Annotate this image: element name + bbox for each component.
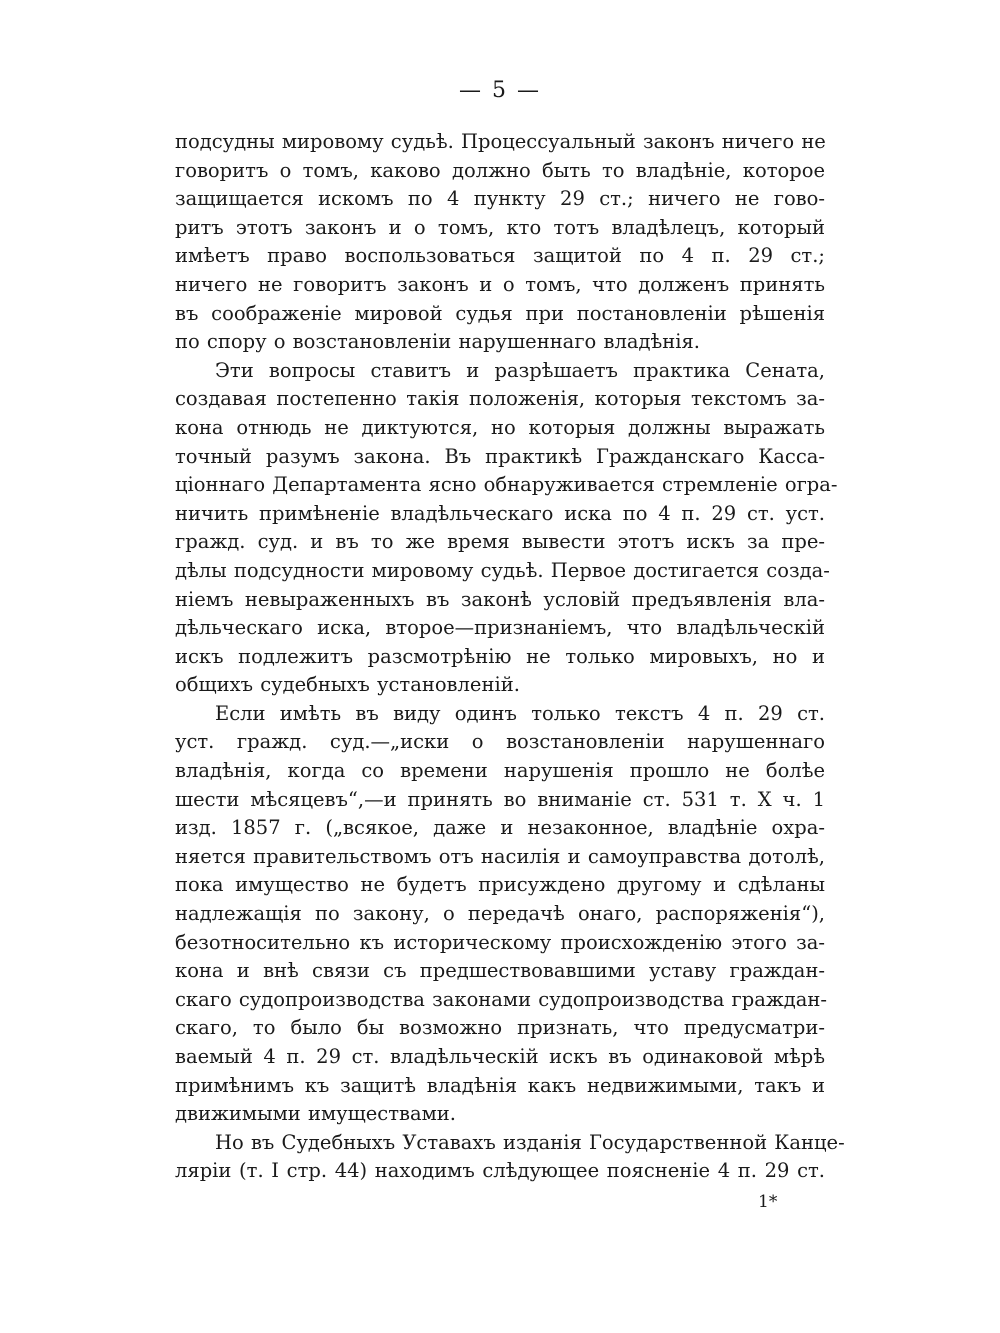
text-line: безотносительно къ историческому происхожденію этого за- <box>175 930 825 954</box>
text-line: няется правительствомъ отъ насилія и самоуправства дотолѣ, <box>175 844 825 868</box>
paragraph-first-line: Эти вопросы ставитъ и разрѣшаетъ практика Сената, <box>215 358 825 382</box>
text-line: ваемый 4 п. 29 ст. владѣльческій искъ въ одинаковой мѣрѣ <box>175 1045 825 1068</box>
text-line: искъ подлежитъ разсмотрѣнію не только мировыхъ, но и <box>175 644 825 668</box>
text-line: общихъ судебныхъ установленій. <box>175 673 520 697</box>
text-line: дѣлы подсудности мировому судьѣ. Первое достигается созда- <box>175 558 830 582</box>
text-line: примѣнимъ къ защитѣ владѣнія какъ недвижимыми, такъ и <box>175 1073 825 1097</box>
text-line: шести мѣсяцевъ“,—и принять во вниманіе ст. 531 т. X ч. 1 <box>175 787 825 811</box>
text-line: скаго судопроизводства законами судопроизводства граждан- <box>175 987 828 1011</box>
text-line: создавая постепенно такія положенія, которыя текстомъ за- <box>175 387 825 411</box>
text-line: пока имущество не будетъ присуждено другому и сдѣланы <box>175 873 825 897</box>
paragraph-first-line: Но въ Судебныхъ Уставахъ изданія Государственной Канце- <box>215 1130 845 1154</box>
text-line: ніемъ невыраженныхъ въ законѣ условій предъявленія вла- <box>175 587 825 611</box>
printer-signature-mark: 1* <box>758 1192 778 1212</box>
body-text <box>175 128 845 1186</box>
text-line: ритъ этотъ законъ и о томъ, кто тотъ владѣлецъ, который <box>175 215 825 239</box>
text-line: защищается искомъ по 4 пункту 29 ст.; ничего не гово- <box>175 187 825 211</box>
text-line: кона и внѣ связи съ предшествовавшими уставу граждан- <box>175 959 825 983</box>
text-line: говоритъ о томъ, каково должно быть то владѣніе, которое <box>175 158 825 182</box>
text-line: движимыми имуществами. <box>175 1102 456 1126</box>
text-line: подсудны мировому судьѣ. Процессуальный законъ ничего не <box>175 130 826 153</box>
text-line: имѣетъ право воспользоваться защитой по 4 п. 29 ст.; <box>175 244 825 268</box>
text-line: ляріи (т. I стр. 44) находимъ слѣдующее поясненіе 4 п. 29 ст. <box>175 1159 825 1183</box>
text-line: изд. 1857 г. („всякое, даже и незаконное, владѣніе охра- <box>175 816 825 840</box>
text-line: въ соображеніе мировой судья при постановленіи рѣшенія <box>175 301 825 325</box>
text-line: надлежащія по закону, о передачѣ онаго, распоряженія“), <box>175 902 825 926</box>
text-line: дѣльческаго иска, второе—признаніемъ, что владѣльческій <box>175 616 825 640</box>
text-line: ничего не говоритъ законъ и о томъ, что долженъ принять <box>175 272 825 296</box>
text-line: точный разумъ закона. Въ практикѣ Гражданскаго Касса- <box>175 444 825 468</box>
text-line: по спору о возстановленіи нарушеннаго владѣнія. <box>175 330 700 354</box>
text-line: гражд. суд. и въ то же время вывести этотъ искъ за пре- <box>175 530 825 554</box>
text-line: скаго, то было бы возможно признать, что предусматри- <box>175 1016 825 1040</box>
text-line: ціоннаго Департамента ясно обнаруживается стремленіе огра- <box>175 473 838 497</box>
page-number: — 5 — <box>459 78 541 103</box>
paragraph-first-line: Если имѣть въ виду одинъ только текстъ 4 п. 29 ст. <box>215 701 825 725</box>
text-line: владѣнія, когда со времени нарушенія прошло не болѣе <box>175 759 825 783</box>
text-line: ничить примѣненіе владѣльческаго иска по 4 п. 29 ст. уст. <box>175 501 825 525</box>
text-line: уст. гражд. суд.—„иски о возстановленіи нарушеннаго <box>175 730 825 754</box>
text-line: кона отнюдь не диктуются, но которыя должны выражать <box>175 415 825 439</box>
